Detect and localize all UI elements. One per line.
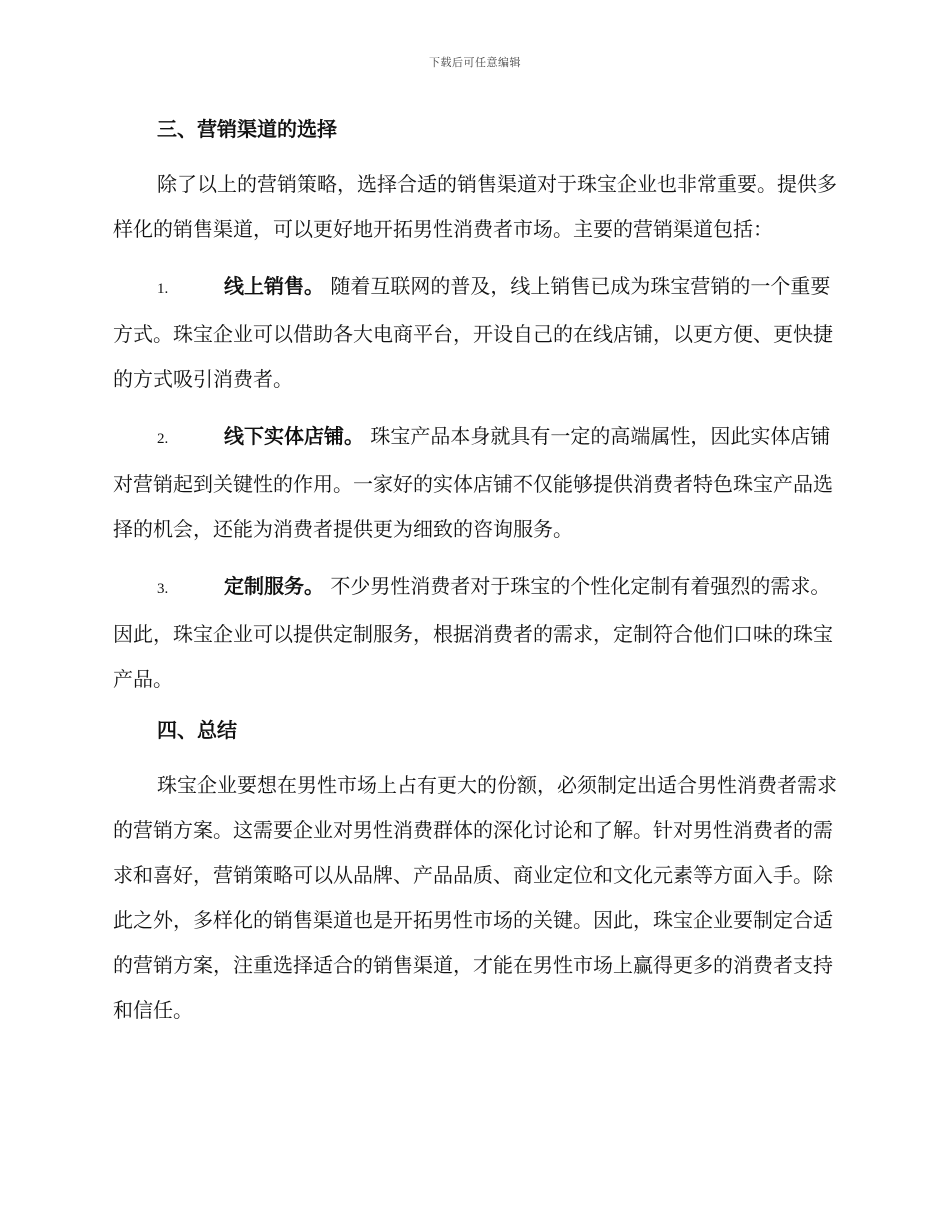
page-header: 下载后可任意编辑 bbox=[429, 56, 521, 69]
section-heading-channels: 三、营销渠道的选择 bbox=[157, 117, 337, 141]
list-item-custom-service bbox=[113, 564, 841, 702]
list-item-text: 珠宝产品本身就具有一定的高端属性，因此实体店铺对营销起到关键性的作用。一家好的实体店铺不仅能够提供消费者特色珠宝产品选择的机会，还能为消费者提供更为细致的咨询服务。 bbox=[113, 424, 833, 541]
list-item-title: 线下实体店铺。 bbox=[224, 424, 364, 448]
channels-intro-paragraph: 除了以上的营销策略，选择合适的销售渠道对于珠宝企业也非常重要。提供多样化的销售渠道，可以更好地开拓男性消费者市场。主要的营销渠道包括： bbox=[113, 172, 837, 241]
document-body bbox=[113, 113, 841, 1033]
list-item-number: 1. bbox=[157, 281, 169, 297]
summary-paragraph: 珠宝企业要想在男性市场上占有更大的份额，必须制定出适合男性消费者需求的营销方案。这需要企业对男性消费群体的深化讨论和了解。针对男性消费者的需求和喜好，营销策略可以从品牌、产品品质、商业定位和文化元素等方面入手。除此之外，多样化的销售渠道也是开拓男性市场的关键。因此，珠宝企业要制定合适的营销方案，注重选择适合的销售渠道，才能在男性市场上赢得更多的消费者支持和信任。 bbox=[113, 773, 837, 1022]
list-item-title: 线上销售。 bbox=[224, 274, 324, 298]
list-item-text: 不少男性消费者对于珠宝的个性化定制有着强烈的需求。因此，珠宝企业可以提供定制服务，根据消费者的需求，定制符合他们口味的珠宝产品。 bbox=[113, 574, 833, 691]
list-item-physical-stores bbox=[113, 414, 841, 552]
list-item-number: 2. bbox=[157, 431, 169, 447]
section-heading-summary: 四、总结 bbox=[157, 718, 237, 742]
list-item-number: 3. bbox=[157, 581, 169, 597]
list-item-title: 定制服务。 bbox=[224, 574, 324, 598]
list-item-online-sales bbox=[113, 264, 841, 402]
list-item-text: 随着互联网的普及，线上销售已成为珠宝营销的一个重要方式。珠宝企业可以借助各大电商平台，开设自己的在线店铺，以更方便、更快捷的方式吸引消费者。 bbox=[113, 274, 833, 391]
